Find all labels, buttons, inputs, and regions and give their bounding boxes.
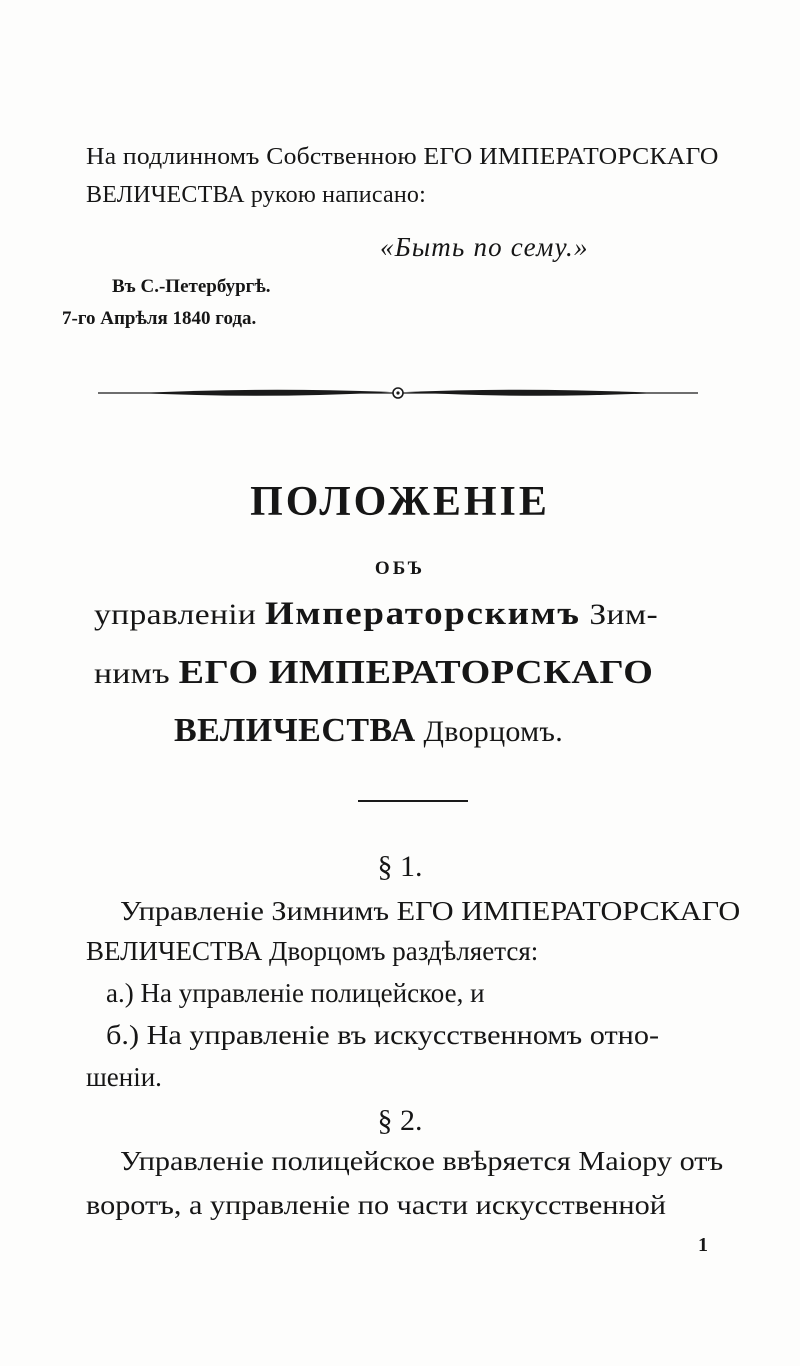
title-subline-2	[94, 654, 653, 692]
title-subline-3-a: ВЕЛИЧЕСТВА	[174, 712, 416, 749]
section-1-line-3: а.) На управленіе полицейское, и	[106, 978, 485, 1008]
section-2-mark: § 2.	[377, 1104, 423, 1137]
title-subline-3-b: Дворцомъ.	[415, 715, 564, 748]
title-preposition: ОБЪ	[374, 558, 426, 579]
page-number: 1	[698, 1234, 708, 1256]
title-subline-1-b: Императорскимъ	[264, 596, 581, 632]
section-1-mark: § 1.	[377, 850, 423, 883]
title-subline-1-a: управленіи	[94, 598, 265, 631]
document-title: ПОЛОЖЕНІЕ	[250, 479, 550, 525]
place-line: Въ С.-Петербургѣ.	[112, 276, 271, 297]
title-rule	[358, 800, 468, 802]
section-2-line-2: воротъ, а управленіе по части искусственной	[86, 1190, 666, 1220]
section-2-line-1: Управленіе полицейское ввѣряется Маіору отъ	[120, 1146, 724, 1176]
imperial-resolution-quote: «Быть по сему.»	[380, 232, 589, 262]
section-1-line-1: Управленіе Зимнимъ ЕГО ИМПЕРАТОРСКАГО	[120, 896, 741, 926]
section-1-line-2: ВЕЛИЧЕСТВА Дворцомъ раздѣляется:	[86, 936, 539, 966]
ornamental-divider	[98, 378, 698, 408]
title-subline-2-b: ЕГО ИМПЕРАТОРСКАГО	[178, 654, 654, 691]
date-line: 7-го Апрѣля 1840 года.	[62, 308, 257, 329]
header-line-2: ВЕЛИЧЕСТВА рукою написано:	[86, 182, 426, 208]
section-1-line-4: б.) На управленіе въ искусственномъ отно-	[106, 1020, 660, 1050]
title-subline-2-a: нимъ	[94, 657, 179, 690]
section-1-line-5: шеніи.	[86, 1062, 162, 1092]
title-subline-1	[94, 596, 658, 633]
title-subline-3	[174, 712, 563, 750]
title-subline-1-c: Зим-	[580, 598, 658, 631]
header-line-1: На подлинномъ Собственною ЕГО ИМПЕРАТОРСКАГО	[86, 144, 719, 170]
